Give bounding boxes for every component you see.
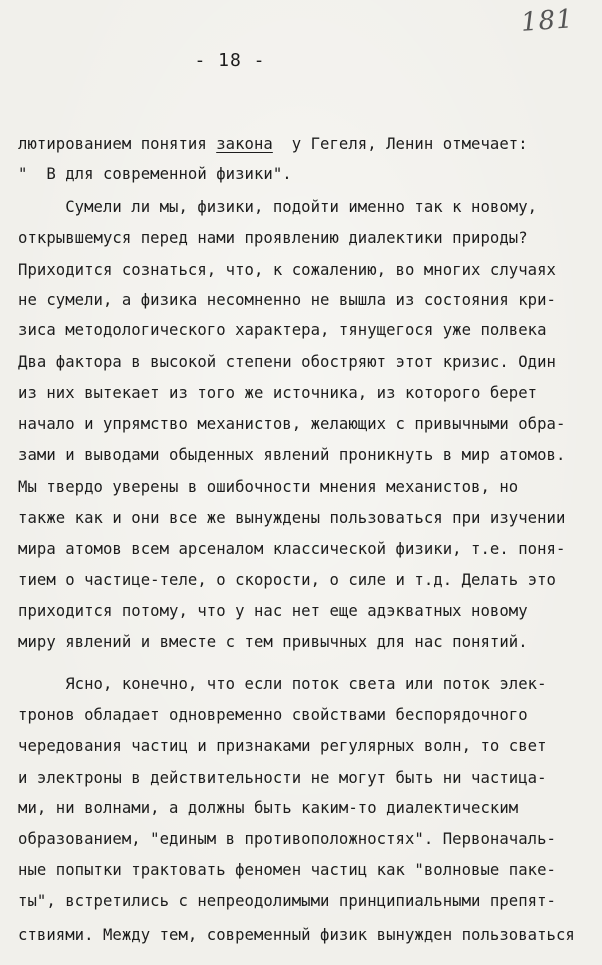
- text-line: [18, 570, 556, 590]
- text-line: [18, 705, 528, 725]
- text-segment: начало и упрямство механистов, желающих с привычными обра-: [18, 415, 566, 433]
- text-segment: Приходится сознаться, что, к сожалению, во многих случаях: [18, 261, 556, 279]
- text-segment: не сумели, а физика несомненно не вышла из состояния кри-: [18, 291, 556, 309]
- text-segment: ные попытки трактовать феномен частиц как "волновые пакe-: [18, 861, 556, 879]
- text-segment: ми, ни волнами, а должны быть каким-то диалектическим: [18, 799, 519, 817]
- text-line: [18, 477, 518, 497]
- text-line: [18, 414, 565, 434]
- page-number: - 18 -: [194, 50, 266, 71]
- text-line: [18, 320, 547, 340]
- text-line: [18, 134, 528, 154]
- text-segment: ствиями. Между тем, современный физик вынужден пользоваться: [18, 926, 575, 944]
- text-line: [18, 736, 547, 756]
- text-segment: ты", встретились с непреодолимыми принципиальными препят-: [18, 892, 556, 910]
- text-line: [18, 891, 556, 911]
- text-line: [18, 197, 537, 217]
- text-segment: чередования частиц и признаками регулярных волн, то свет: [18, 737, 547, 755]
- text-line: [18, 383, 537, 403]
- text-line: [18, 290, 556, 310]
- text-segment: тием о частице-теле, о скорости, о силе и т.д. Делать это: [18, 571, 556, 589]
- text-line: [18, 632, 528, 652]
- text-segment: Два фактора в высокой степени обостряют этот кризис. Один: [18, 353, 556, 371]
- text-segment: миру явлений и вместе с тем привычных для нас понятий.: [18, 633, 528, 651]
- text-line: [18, 228, 528, 248]
- text-line: [18, 674, 547, 694]
- text-segment: " В для современной физики".: [18, 165, 292, 183]
- text-line: [18, 860, 556, 880]
- text-line: [18, 829, 556, 849]
- text-segment: у Гегеля, Ленин отмечает:: [272, 135, 528, 153]
- text-segment: также как и они все же вынуждены пользоваться при изучении: [18, 509, 566, 527]
- text-line: [18, 445, 565, 465]
- text-line: [18, 260, 556, 280]
- text-line: [18, 925, 575, 945]
- handwritten-page-number: 181: [520, 4, 575, 38]
- text-segment: образованием, "единым в противоположностях". Первоначаль-: [18, 830, 556, 848]
- text-line: [18, 508, 565, 528]
- text-segment: Мы твердо уверены в ошибочности мнения механистов, но: [18, 478, 519, 496]
- text-segment: лютированием понятия: [18, 135, 217, 153]
- text-segment: мира атомов всем арсеналом классической физики, т.е. поня-: [18, 540, 566, 558]
- text-segment: и электроны в действительности не могут быть ни частица-: [18, 769, 547, 787]
- text-segment: зиса методологического характера, тянущегося уже полвека: [18, 321, 547, 339]
- text-line: [18, 164, 292, 184]
- text-line: [18, 601, 528, 621]
- text-line: [18, 539, 565, 559]
- text-line: [18, 768, 547, 788]
- text-line: [18, 798, 518, 818]
- text-segment: тронов обладает одновременно свойствами беспорядочного: [18, 706, 528, 724]
- text-segment: приходится потому, что у нас нет еще адэкватных новому: [18, 602, 528, 620]
- text-segment: зами и выводами обыденных явлений проникнуть в мир атомов.: [18, 446, 566, 464]
- text-segment: Сумели ли мы, физики, подойти именно так к новому,: [18, 198, 538, 216]
- text-segment: открывшемуся перед нами проявлению диалектики природы?: [18, 229, 528, 247]
- text-line: [18, 352, 556, 372]
- underlined-word: закона: [216, 135, 273, 153]
- text-segment: Ясно, конечно, что если поток света или поток элек-: [18, 675, 547, 693]
- text-segment: из них вытекает из того же источника, из которого берет: [18, 384, 538, 402]
